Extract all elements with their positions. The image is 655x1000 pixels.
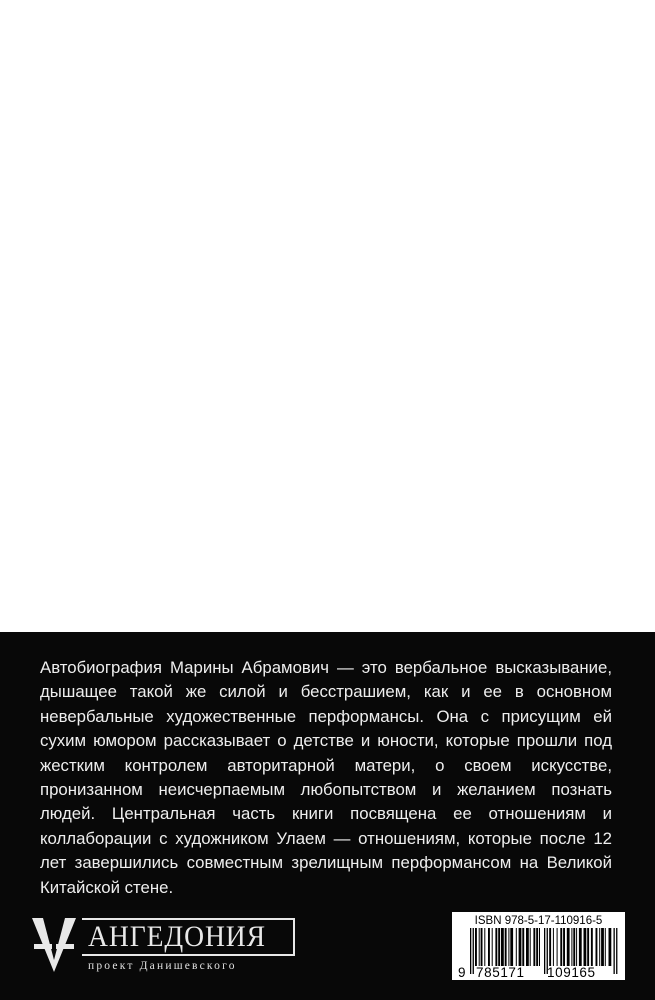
barcode-bar <box>549 928 551 966</box>
barcode-bar <box>495 928 497 966</box>
barcode-bar <box>488 928 490 966</box>
barcode-bar <box>557 928 558 966</box>
barcode-bar <box>599 928 600 966</box>
barcode-bar <box>609 928 612 966</box>
barcode-bar <box>484 928 485 966</box>
barcode-bar <box>539 928 540 966</box>
barcode-bar <box>481 928 483 966</box>
barcode-bar <box>573 928 575 966</box>
barcode-bar <box>579 928 582 966</box>
barcode-bar <box>533 928 535 966</box>
barcode-bar <box>519 928 522 966</box>
publisher-subtitle: проект Данишевского <box>88 960 237 972</box>
isbn-label: ISBN 978-5-17-110916-5 <box>474 915 603 927</box>
barcode-bar <box>505 928 507 966</box>
barcode-digit-lead: 9 <box>458 965 467 980</box>
barcode-bar <box>567 928 570 966</box>
barcode-digits-right: 109165 <box>547 965 596 980</box>
barcode-bar <box>475 928 477 966</box>
back-cover-panel <box>0 632 655 1000</box>
barcode-bar <box>584 928 587 966</box>
barcode-bar <box>587 928 589 966</box>
barcode-bar <box>526 928 529 966</box>
barcode-bar <box>516 928 517 966</box>
barcode-bar <box>501 928 504 966</box>
angedonia-mark-icon <box>30 914 78 974</box>
barcode-bar <box>508 928 509 966</box>
publisher-name: АНГЕДОНИЯ <box>88 920 266 953</box>
barcode-digits <box>452 965 625 980</box>
barcode-bar <box>492 928 493 966</box>
barcode-bar <box>553 928 554 966</box>
publisher-logo <box>30 910 300 976</box>
barcode-bar <box>510 928 513 966</box>
barcode-bar <box>605 928 606 966</box>
barcode-bar <box>571 928 572 966</box>
barcode-bar <box>479 928 480 966</box>
barcode-digits-left: 785171 <box>476 965 525 980</box>
barcode-bar <box>536 928 538 966</box>
barcode-bar <box>498 928 500 966</box>
barcode-bar <box>522 928 524 966</box>
barcode-bar <box>530 928 531 966</box>
book-description: Автобиография Марины Абрамович — это вербальное высказывание, дышащее такой же силой и бесстрашием, как и ее в основном невербальные художественные перформансы. Она с присущим ей сухим юмором рассказывает о детстве и юности, которые прошли под жестким контролем авторитарной матери, о своем искусстве, пронизанном неисчерпаемым любопытством и желанием познать людей. Центральная часть книги посвящена ее отношениям и коллаборации с художником Улаем — отношениям, которые после 12 лет завершились совместным зрелищным перформансом на Великой Китайской стене. <box>40 658 612 897</box>
barcode-bar <box>560 928 562 966</box>
barcode-bar <box>576 928 577 966</box>
barcode-bar <box>596 928 598 966</box>
barcode-bar <box>591 928 593 966</box>
barcode-bar <box>563 928 565 966</box>
isbn-barcode <box>452 912 625 980</box>
barcode-bar <box>601 928 604 966</box>
